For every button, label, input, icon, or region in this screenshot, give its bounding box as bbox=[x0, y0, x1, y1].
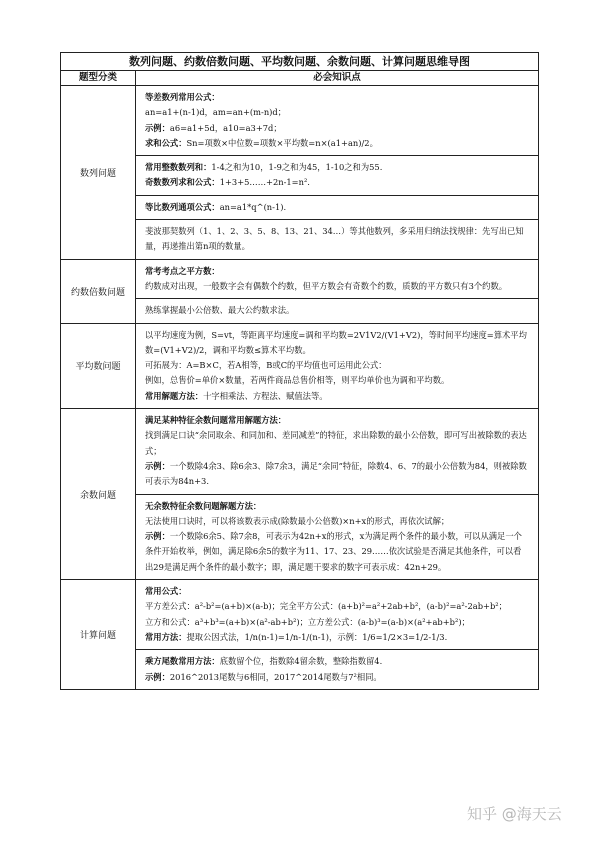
label-integer-sum: 常用整数数列和： bbox=[145, 162, 212, 173]
label-example: 示例： bbox=[145, 460, 170, 471]
block-lcm-gcd bbox=[136, 298, 538, 322]
label-example: 示例： bbox=[145, 531, 170, 542]
label-sum: 求和公式： bbox=[145, 137, 187, 148]
text-line: 立方和公式：a³+b³=(a+b)×(a²-ab+b²)；立方差公式：(a-b)³=(a-b)×(a²+ab+b²)； bbox=[145, 616, 470, 627]
text-line: Sn=项数×中位数=项数×平均数=n×(a1+an)/2。 bbox=[186, 137, 378, 148]
category-remainder: 余数问题 bbox=[61, 409, 136, 580]
block-formulas bbox=[136, 580, 538, 649]
text-line: 熟练掌握最小公倍数、最大公约数求法。 bbox=[145, 305, 295, 316]
text-line: 无法使用口诀时，可以将该数表示成(除数最小公倍数)×n+x的形式，再依次试解； bbox=[145, 515, 450, 526]
label-example: 示例： bbox=[145, 671, 170, 682]
text-line: 以平均速度为例，S=vt，等距离平均速度=调和平均数=2V1V2/(V1+V2)，等时间平均速度=算术平均数=(V1+V2)/2，调和平均数≤算术平均数。 bbox=[145, 329, 527, 355]
label-methods: 常用解题方法： bbox=[145, 390, 204, 401]
header-category: 题型分类 bbox=[61, 71, 136, 86]
block-remainder-feature bbox=[136, 409, 538, 493]
heading-arith-formula: 等差数列常用公式： bbox=[145, 92, 220, 102]
watermark: 知乎 @海天云 bbox=[467, 805, 562, 823]
heading-formulas: 常用公式： bbox=[145, 586, 187, 597]
row-divisor bbox=[61, 259, 539, 323]
heading-remainder-nofeature: 无余数特征余数问题解题方法： bbox=[145, 500, 262, 511]
text-line: 例如，总售价=单价×数量，若两件商品总售价相等，则平均单价也为调和平均数。 bbox=[145, 375, 450, 386]
block-geometric bbox=[136, 195, 538, 219]
block-power-tail bbox=[136, 649, 538, 689]
block-arith-formula bbox=[136, 86, 538, 155]
text-line: a6=a1+5d，a10=a3+7d； bbox=[169, 122, 282, 133]
block-fibonacci bbox=[136, 219, 538, 259]
label-odd-sum: 奇数数列求和公式： bbox=[145, 177, 220, 188]
heading-remainder-feature: 满足某种特征余数问题常用解题方法： bbox=[145, 415, 287, 426]
heading-square-numbers: 常考考点之平方数： bbox=[145, 265, 220, 276]
text-line: 底数留个位，指数除4留余数，整除指数留4. bbox=[219, 656, 383, 667]
label-example: 示例： bbox=[145, 122, 170, 133]
label-power-tail: 乘方尾数常用方法： bbox=[145, 656, 220, 667]
text-line: 1-4之和为10，1-9之和为45，1-10之和为55. bbox=[211, 162, 383, 173]
text-line: 平方差公式：a²-b²=(a+b)×(a-b)；完全平方公式：(a+b)²=a²+2ab+b²，(a-b)²=a²-2ab+b²； bbox=[145, 601, 507, 612]
row-remainder bbox=[61, 409, 539, 580]
category-average: 平均数问题 bbox=[61, 323, 136, 408]
text-line: an=a1*q^(n-1). bbox=[219, 201, 287, 212]
text-line: 十字相乘法、方程法、赋值法等。 bbox=[203, 390, 328, 401]
text-line: 约数成对出现，一般数字会有偶数个约数，但平方数会有奇数个约数，质数的平方数只有3个约数。 bbox=[145, 280, 508, 291]
row-sequence bbox=[61, 86, 539, 260]
label-geometric: 等比数列通项公式： bbox=[145, 201, 220, 212]
knowledge-divisor bbox=[136, 259, 539, 323]
knowledge-calculation bbox=[136, 580, 539, 690]
block-remainder-nofeature bbox=[136, 494, 538, 579]
category-divisor: 约数倍数问题 bbox=[61, 259, 136, 323]
page-title: 数列问题、约数倍数问题、平均数问题、余数问题、计算问题思维导图 bbox=[61, 53, 539, 71]
header-knowledge: 必会知识点 bbox=[136, 71, 539, 86]
row-average bbox=[61, 323, 539, 408]
knowledge-sequence bbox=[136, 86, 539, 260]
text-line: 斐波那契数列（1、1、2、3、5、8、13、21、34…）等其他数列，多采用归纳法找规律：先写出已知量，再递推出第n项的数量。 bbox=[145, 226, 524, 252]
block-integer-sums bbox=[136, 155, 538, 195]
knowledge-average bbox=[136, 323, 539, 408]
text-line: 2016^2013尾数与6相同，2017^2014尾数与7²相同。 bbox=[169, 671, 382, 682]
text-line: an=a1+(n-1)d，am=an+(m-n)d； bbox=[145, 107, 287, 118]
knowledge-remainder bbox=[136, 409, 539, 580]
text-line: 1+3+5……+2n-1=n². bbox=[219, 177, 310, 188]
row-calculation bbox=[61, 580, 539, 690]
text-line: 可拓展为：A=B×C，若A相等，B或C的平均值也可运用此公式： bbox=[145, 360, 387, 371]
block-square-numbers bbox=[136, 260, 538, 299]
block-average-speed bbox=[136, 324, 538, 408]
text-line: 提取公因式法，1/n(n-1)=1/n-1/(n-1)，示例：1/6=1/2×3=1/2-1/3. bbox=[186, 631, 448, 642]
category-calculation: 计算问题 bbox=[61, 580, 136, 690]
text-line: 找到满足口诀“余同取余、和同加和、差同减差”的特征，求出除数的最小公倍数，即可写出被除数的表达式； bbox=[145, 430, 527, 456]
text-line: 一个数除6余5、除7余8，可表示为42n+x的形式，x为满足两个条件的最小数，可以从满足一个条件开始枚举，例如，满足除6余5的数字为11、17、23、29……依次试验是否满足其他条件，可以看出29是满足两个条件的最小数字；即，满足题干要求的数字可表示成：42n+29。 bbox=[145, 531, 522, 572]
text-line: 一个数除4余3、除6余3、除7余3，满足“余同”特征，除数4、6、7的最小公倍数为84，则被除数可表示为84n+3. bbox=[145, 460, 527, 487]
mind-map-table bbox=[60, 52, 539, 690]
label-methods: 常用方法： bbox=[145, 631, 187, 642]
category-sequence: 数列问题 bbox=[61, 86, 136, 260]
